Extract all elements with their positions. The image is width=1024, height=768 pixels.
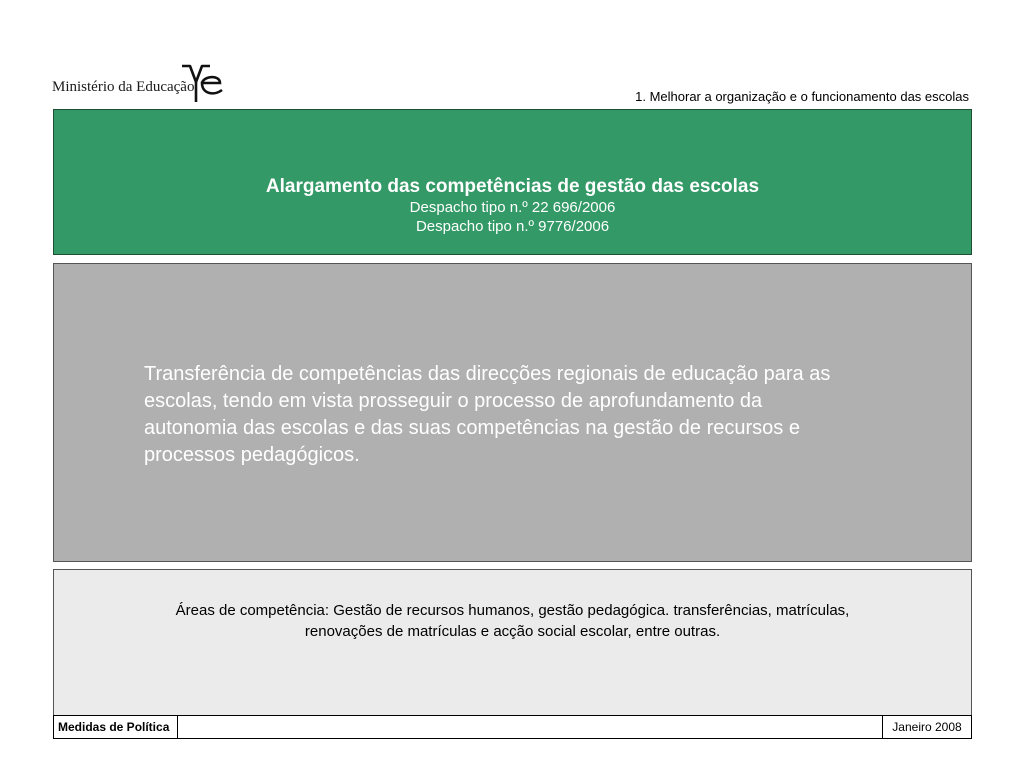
description-text: Transferência de competências das direcções regionais de educação para as escolas, tendo em vista prosseguir o processo de aprofundamento da autonomia das escolas e das suas competências na gestão de recursos e processos pedagógicos. bbox=[144, 363, 831, 466]
ministry-logo bbox=[52, 62, 242, 106]
logo-text: Ministério da Educação bbox=[52, 79, 195, 95]
me-monogram-icon bbox=[180, 62, 232, 104]
footer-date: Janeiro 2008 bbox=[882, 716, 971, 738]
areas-text: Áreas de competência: Gestão de recursos humanos, gestão pedagógica. transferências, matrículas, renovações de matrículas e acção social escolar, entre outras. bbox=[175, 602, 850, 640]
subtitle-despacho-1: Despacho tipo n.º 22 696/2006 bbox=[409, 199, 616, 216]
description-panel bbox=[53, 263, 972, 562]
footer-bar bbox=[53, 715, 972, 739]
areas-panel bbox=[53, 569, 972, 716]
header-panel bbox=[53, 109, 972, 255]
page-title: Alargamento das competências de gestão das escolas bbox=[265, 176, 760, 197]
subtitle-despacho-2: Despacho tipo n.º 9776/2006 bbox=[415, 218, 610, 235]
footer-category: Medidas de Política bbox=[54, 716, 178, 738]
section-title: 1. Melhorar a organização e o funcionamento das escolas bbox=[635, 89, 969, 104]
